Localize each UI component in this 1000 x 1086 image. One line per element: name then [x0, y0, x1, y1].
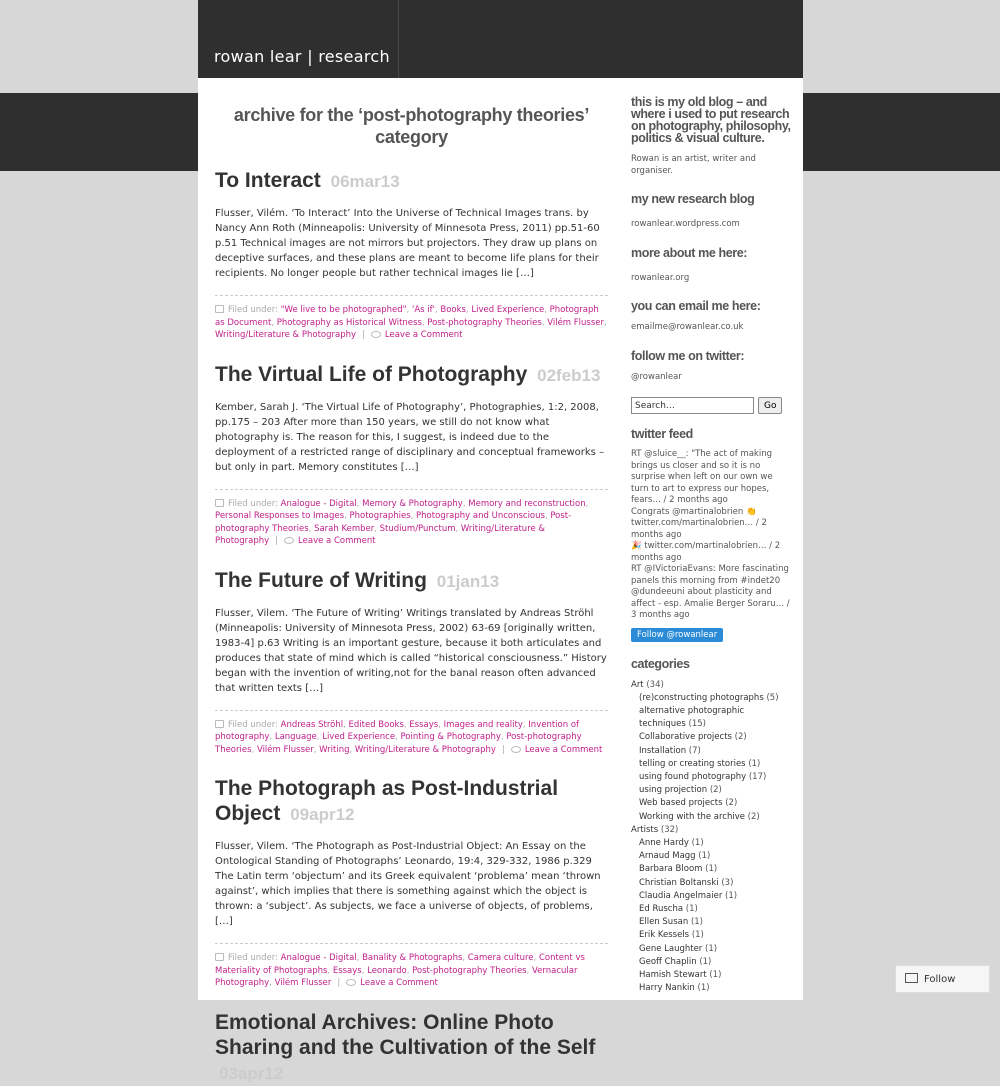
category-item-link[interactable]: alternative photographic techniques: [639, 705, 745, 730]
follow-bar-label: Follow: [924, 974, 956, 985]
filed-under-label: Filed under:: [228, 719, 278, 730]
category-link[interactable]: Invention of photography: [215, 719, 580, 742]
category-count: (1): [709, 969, 722, 980]
category-link[interactable]: Personal Responses to Images: [215, 511, 345, 521]
follow-bar[interactable]: [895, 965, 990, 993]
post-excerpt: Flusser, Vilem. ‘The Future of Writing’ Writings translated by Andreas Ströhl (Minneapolis: University of Minnesota Press, 2002) 63-69 [originally written, 1983-4] p.63 Writing is an important gesture, because it both articulates and produces that state of mind which is called “historical consciousness.” History began with the invention of writing,not for the banal reason often advanced that written texts […]: [215, 606, 608, 711]
post-title: [215, 1010, 608, 1086]
categories-heading: categories: [631, 656, 690, 671]
category-count: (1): [705, 864, 718, 875]
tweet-time[interactable]: 2 months ago: [631, 541, 781, 563]
post: [215, 168, 608, 342]
category-link[interactable]: Analogue - Digital: [280, 953, 357, 963]
category-item: [631, 943, 791, 956]
category-link[interactable]: Memory & Photography: [362, 498, 463, 509]
twitter-feed-heading: twitter feed: [631, 427, 693, 441]
twitter-follow-button[interactable]: Follow @rowanlear: [631, 628, 723, 642]
category-count: (7): [688, 745, 701, 756]
category-link[interactable]: Writing/Literature & Photography: [215, 523, 546, 546]
category-item-link[interactable]: Arnaud Magg: [639, 851, 696, 862]
post-meta: Filed under: Analogue - Digital, Memory & Photography, Memory and reconstruction, Personal Responses to Images, Photographies, Photography and Unconscious, Post-photography Theories, Sarah Kember, Studium/Punctum, Writing/Literature & Photography | Leave a Comment: [215, 498, 589, 546]
new-blog-link[interactable]: rowanlear.wordpress.com: [631, 219, 740, 229]
category-item-link[interactable]: Installation: [639, 745, 687, 756]
tweet-text: RT @sluice__: "The act of making brings us closer and so it is no surprise when left on our own we turn to art to express our hopes, fears…: [631, 449, 773, 505]
category-link[interactable]: Writing/Literature & Photography: [215, 330, 357, 340]
category-item: [631, 850, 791, 863]
post-title: [215, 362, 608, 388]
category-item: [631, 837, 791, 850]
category-link[interactable]: Post-photography Theories: [215, 732, 582, 755]
filed-under-label: Filed under:: [228, 305, 278, 315]
category-link[interactable]: Images and reality: [443, 719, 523, 730]
category-count: (1): [691, 930, 704, 941]
more-about-widget: [631, 247, 791, 285]
tweet: RT @IVictoriaEvans: More fascinating panels this morning from #indet20 @dundeeuni about plasticity and affect - esp. Amalie Berger Soraru… / 3 months ago: [631, 564, 790, 620]
post: [215, 1010, 608, 1086]
category-count: (1): [699, 956, 712, 967]
category-link[interactable]: Books: [440, 305, 466, 315]
category-item: [631, 863, 791, 876]
folder-icon: [215, 720, 224, 728]
post: [215, 568, 608, 757]
post: [215, 776, 608, 990]
site-title[interactable]: rowan lear | research: [214, 47, 390, 66]
category-count: (2): [747, 811, 760, 822]
category-list: [631, 679, 791, 996]
post-date: 03apr12: [219, 1063, 284, 1083]
search-go-button[interactable]: Go: [758, 397, 782, 414]
post-date: 01jan13: [436, 571, 500, 591]
tweet: 🎉 twitter.com/martinalobrien… / 2 months ago: [631, 541, 781, 563]
meta-separator: |: [501, 744, 505, 755]
category-link[interactable]: Andreas Ströhl: [280, 719, 344, 730]
category-count: (1): [690, 917, 703, 928]
about-heading: this is my old blog – and where i used to put research on photography, philosophy, politics & visual culture.: [631, 95, 791, 145]
category-item: [631, 956, 791, 969]
category-link[interactable]: Camera culture: [467, 953, 534, 963]
search-input[interactable]: [631, 397, 754, 414]
category-count: (1): [698, 851, 711, 862]
header-divider: [398, 0, 399, 78]
category-item-link[interactable]: Art: [631, 679, 644, 690]
twitter-handle[interactable]: @rowanlear: [631, 371, 682, 382]
category-item-link[interactable]: Harry Nankin: [639, 983, 695, 994]
category-item-link[interactable]: Barbara Bloom: [639, 864, 703, 875]
new-blog-heading: my new research blog: [631, 192, 755, 206]
post-meta: Filed under: "We live to be photographed", 'As if', Books, Lived Experience, Photograph as Document, Photography as Historical Witness, Post-photography Theories, Vilém Flusser, Writing/Literature & Photography | Leave a Comment: [215, 305, 607, 340]
category-link[interactable]: Writing/Literature & Photography: [354, 744, 496, 755]
category-item: [631, 705, 791, 731]
category-item: [631, 877, 791, 890]
tweet-text: 🎉 twitter.com/martinalobrien…: [631, 541, 767, 551]
category-item-link[interactable]: using found photography: [639, 771, 747, 782]
category-link[interactable]: "We live to be photographed": [280, 305, 407, 315]
main-content: [215, 104, 608, 1086]
twitter-heading: follow me on twitter:: [631, 348, 745, 363]
twitter-feed-widget: [631, 428, 791, 658]
category-link[interactable]: 'As if': [411, 305, 435, 315]
category-item-link[interactable]: Claudia Angelmaier: [639, 890, 723, 901]
category-link[interactable]: Pointing & Photography: [400, 732, 501, 742]
category-item-link[interactable]: Christian Boltanski: [639, 877, 719, 888]
category-link[interactable]: Edited Books: [348, 719, 404, 730]
category-item: [631, 758, 791, 771]
more-about-link[interactable]: rowanlear.org: [631, 272, 690, 283]
category-link[interactable]: Lived Experience: [471, 305, 545, 315]
meta-separator: |: [362, 330, 365, 340]
category-link[interactable]: Post-photography Theories: [215, 511, 572, 534]
category-count: (1): [691, 837, 704, 848]
category-count: (1): [748, 758, 761, 769]
category-link[interactable]: Writing: [319, 744, 350, 755]
comment-icon: [511, 746, 521, 753]
category-link[interactable]: Content vs Materiality of Photographs: [215, 953, 585, 976]
category-link[interactable]: Photography as Historical Witness: [276, 317, 422, 328]
category-item-link[interactable]: Collaborative projects: [639, 732, 732, 743]
comment-icon: [346, 979, 356, 986]
category-count: (2): [709, 785, 722, 796]
category-count: (2): [725, 798, 738, 809]
category-item-link[interactable]: Gene Laughter: [639, 943, 703, 954]
meta-separator: |: [275, 536, 279, 546]
category-link[interactable]: Sarah Kember: [314, 523, 375, 534]
tweet-time[interactable]: 2 months ago: [669, 495, 728, 505]
post-excerpt: Flusser, Vilem. ‘The Photograph as Post-Industrial Object: An Essay on the Ontological Standing of Photographs’ Leonardo, 19:4, 329-332, 1986 p.329 The Latin term ‘objectum’ and its Greek equivalent ‘problema’ mean ‘thrown against’, which implies that there is something against which the object is thrown: a ‘subject’. As subjects, we face a universe of objects, of problems, […]: [215, 839, 608, 944]
category-link[interactable]: Vilém Flusser: [256, 744, 314, 755]
category-count: (5): [766, 692, 779, 703]
more-about-heading: more about me here:: [631, 245, 748, 260]
category-item: [631, 771, 791, 784]
leave-comment-link[interactable]: Leave a Comment: [298, 536, 376, 546]
category-link[interactable]: Vilém Flusser: [274, 978, 332, 988]
category-item: [631, 929, 791, 942]
category-item: [631, 811, 791, 824]
category-link[interactable]: Vernacular Photography: [215, 965, 578, 988]
category-count: (2): [734, 732, 747, 743]
category-link[interactable]: Essays: [409, 719, 439, 730]
post-title-link[interactable]: The Virtual Life of Photography: [215, 362, 528, 386]
category-link[interactable]: Banality & Photographs: [362, 953, 463, 963]
post-date: 09apr12: [290, 805, 355, 824]
category-item: [631, 745, 791, 758]
tweet-text: RT @IVictoriaEvans: More fascinating panels this morning from #indet20 @dundeeuni about plasticity and affect - esp. Amalie Berger Soraru…: [631, 564, 789, 609]
category-item-link[interactable]: Ed Ruscha: [639, 903, 684, 914]
post: [215, 362, 608, 548]
leave-comment-link[interactable]: Leave a Comment: [360, 978, 438, 988]
filed-under-label: Filed under:: [228, 953, 278, 963]
category-item-link[interactable]: Hamish Stewart: [639, 969, 707, 980]
category-link[interactable]: Post-photography Theories: [427, 317, 542, 328]
post-date: 02feb13: [537, 365, 601, 385]
meta-separator: |: [337, 978, 341, 988]
post-title-link[interactable]: To Interact: [215, 169, 321, 192]
post-title-link[interactable]: The Future of Writing: [215, 568, 427, 592]
category-item: [631, 797, 791, 810]
category-link[interactable]: Essays: [332, 965, 362, 976]
tweet-text: Congrats @martinalobrien 👏 twitter.com/martinalobrien…: [631, 506, 757, 528]
category-item: [631, 679, 791, 692]
tweet: RT @sluice__: "The act of making brings us closer and so it is no surprise when left on our own we turn to art to express our hopes, fears… / 2 months ago: [631, 449, 773, 505]
category-item-link[interactable]: Artists: [631, 824, 659, 835]
email-address[interactable]: emailme@rowanlear.co.uk: [631, 322, 744, 332]
category-item: [631, 982, 791, 995]
category-item-link[interactable]: Geoff Chaplin: [639, 956, 697, 967]
comment-icon: [284, 537, 294, 544]
tweet-time[interactable]: 3 months ago: [631, 610, 690, 620]
category-link[interactable]: Post-photography Theories: [412, 965, 527, 976]
post-excerpt: Kember, Sarah J. ‘The Virtual Life of Photography’, Photographies, 1:2, 2008, pp.175 – 203 After more than 150 years, we still do not know what photography is. The reason for this, I suggest, is indeed due to the deployment of a restricted range of disciplinary and conceptual frameworks – but only in part. Memory constitutes […]: [215, 400, 608, 490]
category-item: [631, 916, 791, 929]
comment-icon: [371, 331, 381, 338]
folder-icon: [215, 305, 224, 313]
category-item-link[interactable]: telling or creating stories: [639, 758, 746, 769]
post-meta: Filed under: Analogue - Digital, Banality & Photographs, Camera culture, Content vs Materiality of Photographs, Essays, Leonardo, Post-photography Theories, Vernacular Photography, Vilém Flusser | Leave a Comment: [215, 953, 585, 988]
tweet: Congrats @martinalobrien 👏 twitter.com/martinalobrien… / 2 months ago: [631, 506, 767, 540]
filed-under-label: Filed under:: [228, 498, 278, 509]
category-link[interactable]: Studium/Punctum: [379, 523, 456, 534]
archive-title: archive for the ‘post-photography theories’ category: [233, 105, 590, 147]
folder-icon: [215, 953, 224, 961]
category-item: [631, 890, 791, 903]
category-item-link[interactable]: (re)constructing photographs: [639, 692, 764, 703]
category-link[interactable]: Memory and reconstruction: [468, 498, 586, 509]
category-item: [631, 692, 791, 705]
category-link[interactable]: Vilém Flusser: [547, 317, 605, 328]
category-count: (17): [748, 771, 767, 782]
leave-comment-link[interactable]: Leave a Comment: [384, 330, 463, 340]
category-link[interactable]: Language: [274, 732, 317, 742]
post-title: [215, 568, 608, 594]
category-item-link[interactable]: Working with the archive: [639, 811, 745, 822]
page-container: [198, 78, 803, 1083]
category-link[interactable]: Photographies: [349, 511, 411, 521]
category-item-link[interactable]: Ellen Susan: [639, 917, 689, 928]
category-item: [631, 824, 791, 837]
category-item: [631, 784, 791, 797]
category-link[interactable]: Leonardo: [367, 965, 407, 976]
tweet-list: [631, 449, 791, 622]
category-item-link[interactable]: Erik Kessels: [639, 930, 690, 941]
about-widget: [631, 96, 791, 177]
category-link[interactable]: Photograph as Document: [215, 305, 599, 328]
sidebar: [631, 96, 791, 995]
post-title-link[interactable]: The Photograph as Post-Industrial Object: [215, 777, 559, 825]
post-meta: Filed under: Andreas Ströhl, Edited Books, Essays, Images and reality, Invention of photography, Language, Lived Experience, Pointing & Photography, Post-photography Theories, Vilém Flusser, Writing, Writing/Literature & Photography | Leave a Comment: [215, 719, 603, 755]
new-blog-widget: [631, 193, 791, 231]
categories-widget: [631, 658, 791, 996]
post-title-link[interactable]: Emotional Archives: Online Photo Sharing and the Cultivation of the Self: [215, 1010, 596, 1059]
category-link[interactable]: Analogue - Digital: [280, 498, 357, 509]
site-header: [198, 0, 803, 78]
category-count: (34): [646, 679, 664, 690]
category-item-link[interactable]: using projection: [639, 785, 708, 796]
category-item: [631, 731, 791, 744]
folder-icon: [215, 499, 224, 507]
tweet-time[interactable]: 2 months ago: [631, 518, 767, 540]
twitter-widget: [631, 350, 791, 384]
category-item: [631, 969, 791, 982]
email-widget: [631, 300, 791, 334]
post-title: [215, 168, 608, 194]
category-count: (1): [705, 943, 718, 954]
category-count: (32): [660, 824, 679, 835]
category-count: (3): [721, 877, 734, 888]
email-heading: you can email me here:: [631, 299, 761, 313]
category-count: (1): [697, 983, 710, 994]
category-link[interactable]: Lived Experience: [322, 732, 396, 742]
search-form: [631, 397, 791, 414]
category-item-link[interactable]: Anne Hardy: [639, 837, 689, 848]
about-text: Rowan is an artist, writer and organiser.: [631, 154, 756, 176]
follow-icon: [905, 973, 918, 983]
category-count: (15): [688, 719, 706, 730]
post-title: [215, 776, 608, 827]
category-count: (1): [725, 890, 738, 901]
leave-comment-link[interactable]: Leave a Comment: [524, 744, 603, 755]
category-count: (1): [685, 903, 698, 914]
category-item-link[interactable]: Web based projects: [639, 798, 723, 809]
post-excerpt: Flusser, Vilém. ‘To Interact’ Into the Universe of Technical Images trans. by Nancy Ann Roth (Minneapolis: University of Minnesota Press, 2011) pp.51-60 p.51 Technical images are not mirrors but projectors. They draw up plans on deceptive surfaces, and these plans are meant to become life plans for their recipients. No longer people but rather technical images lie […]: [215, 206, 608, 296]
category-link[interactable]: Photography and Unconscious: [416, 511, 545, 521]
post-list: [215, 168, 608, 1086]
post-date: 06mar13: [330, 172, 400, 191]
category-item: [631, 903, 791, 916]
